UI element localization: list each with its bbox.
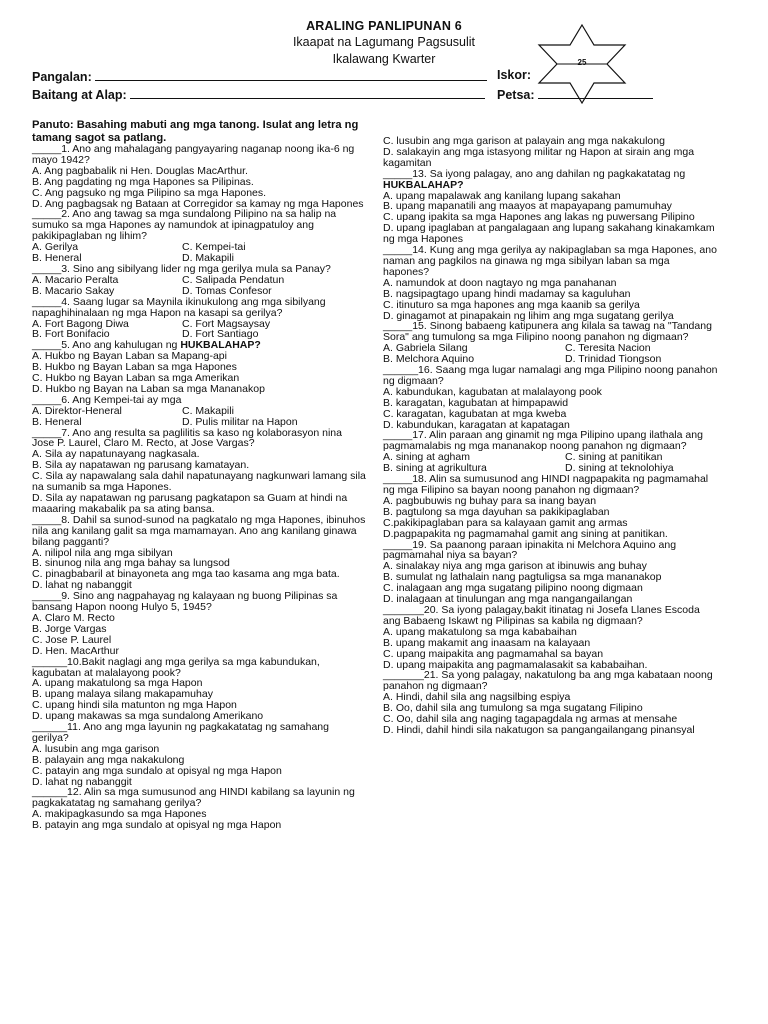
question-item: [32, 144, 367, 209]
answer-choice: C. Salipada Pendatun: [182, 273, 285, 286]
question-stem: _____9. Sino ang nagpahayag ng kalayaan ng buong Pilipinas sa bansang Hapon noong Hulyo 5, 1945?: [32, 590, 338, 614]
question-stem: ______11. Ano ang mga layunin ng pagkakatatag ng samahang gerilya?: [32, 721, 329, 744]
answer-choice: C. Teresita Nacion: [565, 342, 651, 355]
question-item: [32, 297, 367, 341]
answer-choice: A. Hukbo ng Bayan Laban sa Mapang-api: [32, 350, 227, 363]
question-item: [383, 321, 718, 365]
question-item: [383, 136, 718, 169]
grade-field[interactable]: [130, 86, 485, 99]
question-stem-emphasis: HUKBALAHAP?: [180, 339, 261, 352]
question-stem-text: _____5. Ano ang kahulugan ng: [32, 339, 181, 352]
question-stem: _____19. Sa paanong paraan ipinakita ni Melchora Aquino ang pagmamahal niya sa bayan?: [383, 538, 677, 562]
answer-choice: D. kabundukan, karagatan at kapatagan: [383, 418, 570, 431]
answer-choice: D.pagpapakita ng pagmamahal gamit ang sining at panitikan.: [383, 527, 668, 540]
question-stem: _____17. Alin paraan ang ginamit ng mga Pilipino upang ilathala ang pagmamalabis ng mga mananakop noong panahon ng digmaan?: [383, 429, 703, 453]
answer-choice: C. Jose P. Laurel: [32, 633, 112, 646]
answer-choice: B. Heneral: [32, 252, 82, 265]
question-stem: _____1. Ano ang mahalagang pangyayaring naganap noong ika-6 ng mayo 1942?: [32, 143, 355, 166]
answer-choice: D. Hen. MacArthur: [32, 644, 119, 657]
grade-row: [32, 86, 485, 102]
question-stem: ______10.Bakit naglagi ang mga gerilya sa mga kabundukan, kagubatan at malalayong pook?: [32, 655, 320, 679]
answer-choice: A. nilipol nila ang mga sibilyan: [32, 546, 173, 559]
question-stem: ______12. Alin sa mga sumusunod ang HINDI kabilang sa layunin ng pagkakatatag ng samahang gerilya?: [32, 786, 355, 810]
test-header: [0, 18, 768, 68]
answer-choice: A. Gabriela Silang: [383, 342, 468, 355]
answer-choice: C. Makapili: [182, 404, 234, 417]
answer-choice: B. sinunog nila ang mga bahay sa lungsod: [32, 557, 230, 570]
answer-choice: A. Ang pagbabalik ni Hen. Douglas MacArthur.: [32, 164, 248, 177]
question-item: [383, 245, 718, 321]
question-item: [32, 722, 367, 787]
question-item: [383, 430, 718, 474]
answer-choice: A. upang mapalawak ang kanilang lupang sakahan: [383, 189, 621, 202]
question-item: [32, 264, 367, 297]
answer-choice: C. inalagaan ang mga sugatang pilipino noong digmaan: [383, 582, 643, 595]
question-stem-text: _____13. Sa iyong palagay, ano ang dahilan ng pagkakatatag ng: [383, 167, 686, 180]
answer-choice: C. upang hindi sila matunton ng mga Hapon: [32, 699, 237, 712]
question-stem: _____8. Dahil sa sunod-sunod na pagkatalo ng mga Hapones, ibinuhos nila ang kanilang galit sa mga mamamayan. Ano ang kanilang ginawa bilang pagganti?: [32, 513, 366, 548]
answer-choice: D. salakayin ang mga istasyong militar ng Hapon at sirain ang mga kagamitan: [383, 145, 695, 169]
date-label: Petsa:: [497, 88, 535, 102]
answer-choice: A. upang makatulong sa mga Hapon: [32, 677, 203, 690]
question-stem: ______16. Saang mga lugar namalagi ang mga Pilipino noong panahon ng digmaan?: [383, 364, 718, 387]
answer-choice: C. upang ipakita sa mga Hapones ang lakas ng puwersang Pilipino: [383, 211, 695, 224]
answer-choice: A. Gerilya: [32, 241, 79, 254]
question-item: [32, 515, 367, 591]
test-subtitle: Ikaapat na Lagumang Pagsusulit: [292, 35, 476, 49]
answer-choice: A. Sila ay napatunayang nagkasala.: [32, 448, 200, 461]
answer-choice: D. sining at teknolohiya: [565, 462, 674, 475]
answer-choice: B. upang mapanatili ang maayos at mapayapang pamumuhay: [383, 200, 672, 213]
question-item: [383, 474, 718, 539]
answer-choice: B. Hukbo ng Bayan Laban sa mga Hapones: [32, 361, 237, 374]
answer-choice: D. upang makawas sa mga sundalong Amerikano: [32, 710, 264, 723]
question-item: [32, 209, 367, 264]
answer-choice: A. pagbubuwis ng buhay para sa inang bayan: [383, 494, 597, 507]
question-stem: _____6. Ang Kempei-tai ay mga: [32, 393, 182, 406]
question-stem: _____2. Ano ang tawag sa mga sundalong Pilipino na sa halip na sumuko sa mga Hapones ay namundok at ipinagpatuloy ang pakikipaglaban ng lihim?: [32, 208, 337, 243]
question-item: [32, 787, 367, 831]
question-item: [32, 657, 367, 722]
answer-choice: A. sinalakay niya ang mga garison at ibinuwis ang buhay: [383, 560, 647, 573]
answer-choice: B. sining at agrikultura: [383, 462, 487, 475]
answer-choice: A. Fort Bagong Diwa: [32, 317, 129, 330]
answer-choice: D. ginagamot at pinapakain ng lihim ang mga sugatang gerilya: [383, 309, 674, 322]
answer-choice: B. karagatan, kagubatan at himpapawid: [383, 396, 569, 409]
answer-choice: D. inalagaan at tinulungan ang mga nangangailangan: [383, 593, 633, 606]
answer-choice: A. makipagkasundo sa mga Hapones: [32, 808, 207, 821]
answer-choice: B. Jorge Vargas: [32, 622, 107, 635]
quarter-label: Ikalawang Kwarter: [332, 52, 436, 66]
answer-choice: D. Ang pagbagsak ng Bataan at Corregidor sa kamay ng mga Hapones: [32, 197, 364, 210]
answer-choice: D. upang maipakita ang pagmamalasakit sa kababaihan.: [383, 658, 648, 671]
name-field[interactable]: [95, 68, 487, 81]
question-stem: [383, 169, 718, 191]
answer-choice: C. karagatan, kagubatan at mga kweba: [383, 407, 567, 420]
score-total: 25: [577, 58, 587, 67]
question-item: [383, 540, 718, 605]
answer-choice: A. Macario Peralta: [32, 273, 119, 286]
answer-choice: B. Macario Sakay: [32, 284, 115, 297]
answer-choice: C. upang maipakita ang pagmamahal sa bayan: [383, 647, 604, 660]
question-stem: _____15. Sinong babaeng katipunera ang kilala sa tawag na "Tandang Sora" ang tumulong sa mga Filipino noong panahon ng digmaan?: [383, 320, 712, 344]
answer-choice: D. Sila ay napatawan ng parusang pagkatapon sa Guam at hindi na maaaring makabalik pa sa ating bansa.: [32, 492, 348, 515]
answer-choice: A. kabundukan, kagubatan at malalayong pook: [383, 385, 602, 398]
question-stem: _______21. Sa yong palagay, nakatulong ba ang mga kabataan noong panahon ng digmaan?: [383, 669, 713, 693]
answer-choice: A. Claro M. Recto: [32, 611, 115, 624]
test-title: ARALING PANLIPUNAN 6: [306, 19, 462, 33]
answer-choice: B. Heneral: [32, 415, 82, 428]
answer-choice: C. Sila ay napawalang sala dahil napatunayang nagkunwari lamang sila na sumanib sa mga Hapones.: [32, 470, 366, 494]
date-row: [497, 86, 653, 102]
answer-choice: C. pinagbabaril at binayoneta ang mga tao kasama ang mga bata.: [32, 568, 340, 581]
answer-choice: C. Ang pagsuko ng mga Pilipino sa mga Hapones.: [32, 186, 267, 199]
answer-choice: D. lahat ng nabanggit: [32, 579, 132, 592]
answer-choice: A. Direktor-Heneral: [32, 404, 122, 417]
name-label: Pangalan:: [32, 70, 92, 84]
answer-choice: B. upang malaya silang makapamuhay: [32, 688, 213, 701]
answer-choice: C. sining at panitikan: [565, 451, 663, 464]
answer-choice: D. Makapili: [182, 252, 234, 265]
answer-choice: C. lusubin ang mga garison at palayain ang mga nakakulong: [383, 135, 665, 147]
answer-choice: B. Sila ay napatawan ng parusang kamatayan.: [32, 459, 250, 472]
question-item: [32, 340, 367, 395]
answer-choice: C. Kempei-tai: [182, 241, 246, 254]
question-stem-emphasis: HUKBALAHAP?: [383, 178, 464, 191]
question-item: [32, 591, 367, 656]
question-stem: _____18. Alin sa sumusunod ang HINDI nagpapakita ng pagmamahal ng mga Filipino sa bayan noong panahon ng digmaan?: [383, 473, 709, 496]
instructions: Panuto: Basahing mabuti ang mga tanong. Isulat ang letra ng tamang sagot sa patlang.: [32, 119, 359, 144]
answer-choice: C. Fort Magsaysay: [182, 317, 271, 330]
answer-choice: D. Fort Santiago: [182, 328, 259, 341]
question-stem: _____7. Ano ang resulta sa paglilitis sa kaso ng kolaborasyon nina Jose P. Laurel, Claro M. Recto, at Jose Vargas?: [32, 426, 342, 450]
answer-choice: D. upang ipaglaban at pangalagaan ang lupang sakahang kinakamkam ng mga Hapones: [383, 222, 715, 246]
answer-choice: B. upang makamit ang inaasam na kalayaan: [383, 636, 591, 649]
left-column: [32, 119, 367, 831]
question-item: [383, 365, 718, 430]
question-stem: _____14. Kung ang mga gerilya ay nakipaglaban sa mga Hapones, ano naman ang pagkilos na ginawa ng mga sibilyan laban sa mga hapones?: [383, 244, 717, 278]
question-item: [32, 428, 367, 515]
answer-choice: D. Hukbo ng Bayan na Laban sa mga Mananakop: [32, 382, 265, 395]
answer-choice: C. Oo, dahil sila ang naging tagapagdala ng armas at mensahe: [383, 713, 678, 726]
question-stem: _______20. Sa iyong palagay,bakit itinatag ni Josefa Llanes Escoda ang Babaeng Iskawt ng Pilipinas sa kabila ng digmaan?: [383, 603, 700, 627]
answer-choice: B. sumulat ng lathalain nang pagtuligsa sa mga mananakop: [383, 571, 662, 584]
answer-choice: D. Pulis militar na Hapon: [182, 415, 298, 428]
answer-choice: D. Tomas Confesor: [182, 284, 272, 297]
answer-choice: C.pakikipaglaban para sa kalayaan gamit ang armas: [383, 516, 628, 529]
answer-choice: D. Trinidad Tiongson: [565, 353, 662, 366]
answer-choice: B. Melchora Aquino: [383, 353, 475, 366]
question-item: [32, 395, 367, 428]
grade-label: Baitang at Alap:: [32, 88, 127, 102]
answer-choice: B. pagtulong sa mga dayuhan sa pakikipaglaban: [383, 505, 610, 518]
answer-choice: A. Hindi, dahil sila ang nagsilbing espiya: [383, 691, 571, 704]
answer-choice: C. Hukbo ng Bayan Laban sa mga Amerikan: [32, 372, 240, 385]
answer-choice: A. upang makatulong sa mga kababaihan: [383, 625, 577, 638]
question-stem: _____3. Sino ang sibilyang lider ng mga gerilya mula sa Panay?: [32, 262, 331, 275]
answer-choice: B. palayain ang mga nakakulong: [32, 753, 185, 766]
answer-choice: B. Ang pagdating ng mga Hapones sa Pilipinas.: [32, 175, 254, 188]
answer-choice: A. lusubin ang mga garison: [32, 742, 160, 755]
answer-choice: C. itinuturo sa mga hapones ang mga kaanib sa gerilya: [383, 298, 640, 311]
answer-choice: D. lahat ng nabanggit: [32, 775, 132, 788]
name-row: [32, 68, 487, 84]
iskor-row: [497, 68, 531, 82]
answer-choice: B. patayin ang mga sundalo at opisyal ng mga Hapon: [32, 819, 282, 832]
answer-choice-row: [32, 417, 367, 428]
answer-choice: A. namundok at doon nagtayo ng mga panahanan: [383, 276, 617, 289]
right-column: [383, 136, 718, 736]
answer-choice: C. patayin ang mga sundalo at opisyal ng mga Hapon: [32, 764, 282, 777]
question-item: [383, 169, 718, 245]
answer-choice: B. nagsipagtago upang hindi madamay sa kaguluhan: [383, 287, 631, 300]
answer-choice: B. Fort Bonifacio: [32, 328, 110, 341]
question-item: [383, 605, 718, 670]
answer-choice: A. sining at agham: [383, 451, 470, 464]
answer-choice: B. Oo, dahil sila ang tumulong sa mga sugatang Filipino: [383, 702, 643, 715]
answer-choice: D. Hindi, dahil hindi sila nakatugon sa pangangailangang pinansyal: [383, 723, 695, 736]
question-stem: _____4. Saang lugar sa Maynila ikinukulong ang mga sibilyang napaghihinalaan ng mga Hapon na kasapi sa gerilya?: [32, 295, 326, 319]
iskor-label: Iskor:: [497, 68, 532, 82]
date-field[interactable]: [538, 86, 653, 99]
question-item: [383, 670, 718, 735]
